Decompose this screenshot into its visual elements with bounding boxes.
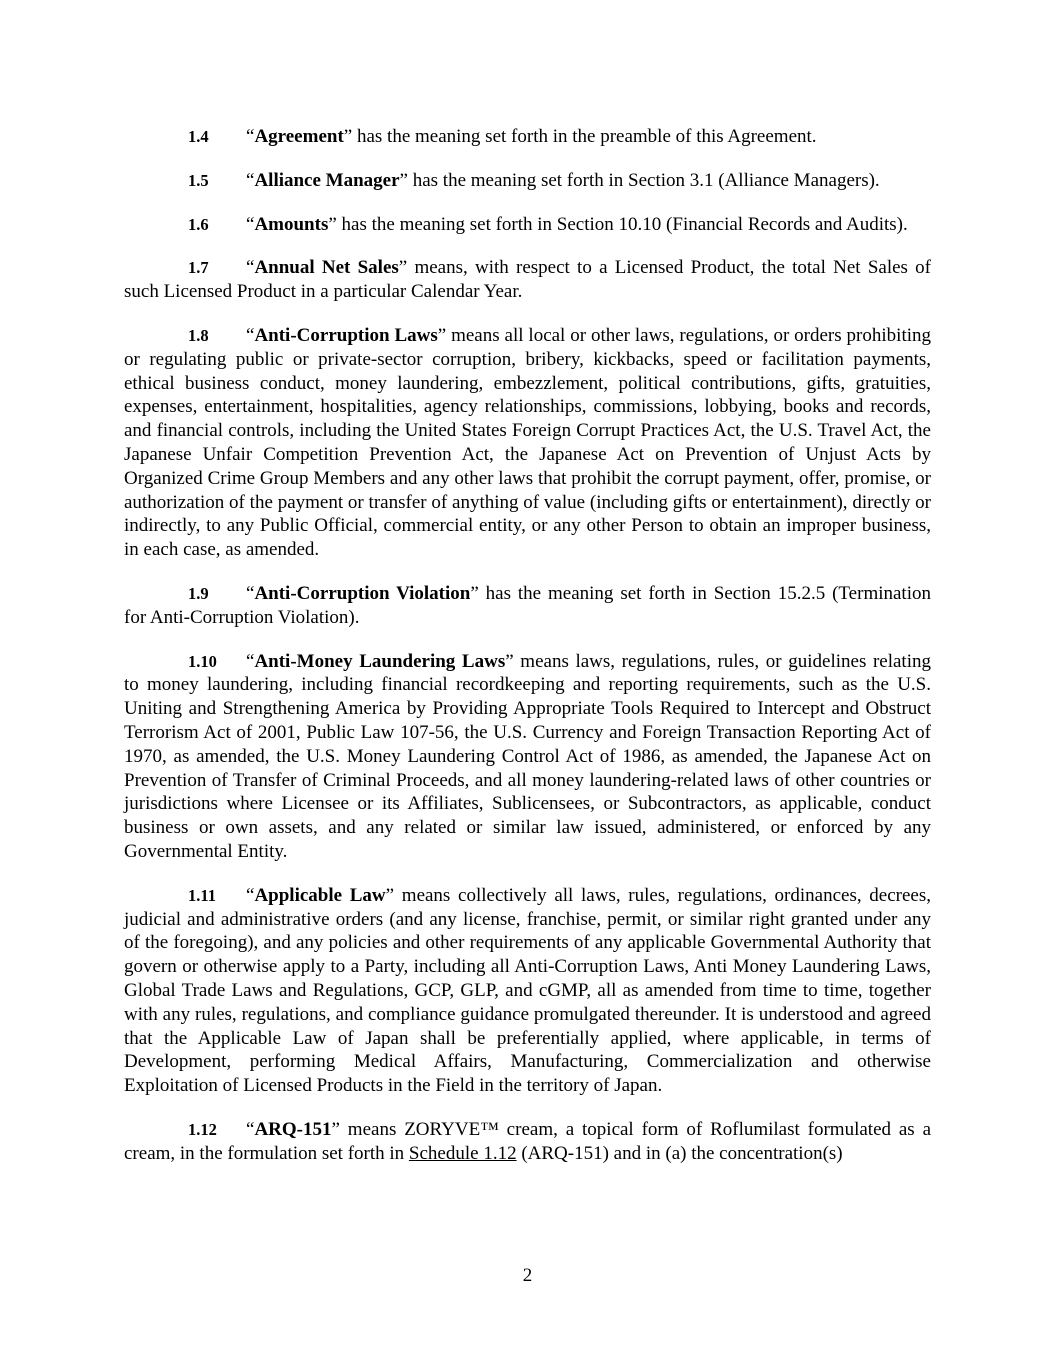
defined-term: Agreement — [254, 126, 344, 147]
definition-1-9 — [124, 582, 931, 630]
definition-text: ” means collectively all laws, rules, regulations, ordinances, decrees, judicial and administrative orders (and any license, franchise, permit, or similar right granted under any of the foregoing), and any policies and other requirements of any applicable Governmental Authority that govern or otherwise apply to a Party, including all Anti-Corruption Laws, Anti Money Laundering Laws, Global Trade Laws and Regulations, GCP, GLP, and cGMP, all as amended from time to time, together with any rules, regulations, and compliance guidance promulgated thereunder. It is understood and agreed that the Applicable Law of Japan shall be preferentially applied, where applicable, in terms of Development, performing Medical Affairs, Manufacturing, Commercialization and otherwise Exploitation of Licensed Products in the Field in the territory of Japan. — [124, 884, 931, 1097]
defined-term: Anti-Money Laundering Laws — [254, 650, 506, 672]
defined-term: Amounts — [254, 213, 329, 235]
definition-text-continued: (ARQ-151) and in (a) the concentration(s) — [516, 1142, 843, 1164]
definition-text: ” has the meaning set forth in Section 3.1 (Alliance Managers). — [399, 169, 880, 191]
definition-1-10 — [124, 650, 931, 864]
section-number: 1.5 — [188, 170, 209, 190]
section-number: 1.8 — [188, 325, 209, 345]
open-quote: “ — [246, 884, 255, 906]
definition-1-8 — [124, 324, 931, 562]
definition-1-4 — [124, 125, 931, 149]
definition-text: ” has the meaning set forth in Section 10.10 (Financial Records and Audits). — [328, 213, 908, 235]
schedule-link[interactable]: Schedule 1.12 — [408, 1142, 517, 1164]
definition-text: ” means, with respect to a Licensed Product, the total Net Sales of such Licensed Product in a particular Calendar Year. — [124, 257, 931, 303]
section-number: 1.10 — [188, 651, 217, 671]
defined-term: ARQ-151 — [254, 1118, 332, 1140]
defined-term: Annual Net Sales — [254, 257, 399, 279]
open-quote: “ — [246, 324, 255, 346]
definition-1-7 — [124, 256, 931, 304]
section-number: 1.11 — [188, 885, 216, 905]
defined-term: Alliance Manager — [254, 169, 400, 191]
section-number: 1.6 — [188, 214, 209, 234]
definition-text: ” means ZORYVE™ cream, a topical form of Roflumilast formulated as a cream, in the formulation set forth in — [124, 1118, 931, 1164]
open-quote: “ — [246, 257, 255, 279]
open-quote: “ — [246, 126, 255, 147]
section-number: 1.9 — [188, 583, 209, 603]
definition-1-11 — [124, 884, 931, 1098]
definition-1-5 — [124, 169, 931, 193]
open-quote: “ — [246, 1118, 255, 1140]
section-number: 1.7 — [188, 258, 209, 278]
section-number: 1.4 — [188, 127, 209, 146]
definition-1-6 — [124, 213, 931, 237]
open-quote: “ — [246, 213, 255, 235]
document-page — [124, 125, 931, 1185]
defined-term: Applicable Law — [254, 884, 386, 906]
defined-term: Anti-Corruption Laws — [254, 324, 438, 346]
defined-term: Anti-Corruption Violation — [254, 582, 471, 604]
open-quote: “ — [246, 582, 255, 604]
definition-text: ” has the meaning set forth in Section 15.2.5 (Termination for Anti-Corruption Violation). — [124, 582, 931, 628]
definition-text: ” has the meaning set forth in the preamble of this Agreement. — [343, 126, 817, 147]
definition-text: ” means laws, regulations, rules, or guidelines relating to money laundering, including financial recordkeeping and reporting requirements, such as the U.S. Uniting and Strengthening America by Providing Appropriate Tools Required to Intercept and Obstruct Terrorism Act of 2001, Public Law 107-56, the U.S. Currency and Foreign Transaction Reporting Act of 1970, as amended, the U.S. Money Laundering Control Act of 1986, as amended, the Japanese Act on Prevention of Transfer of Criminal Proceeds, and all money laundering-related laws of other countries or jurisdictions where Licensee or its Affiliates, Sublicensees, or Subcontractors, as applicable, conduct business or own assets, and any related or similar law issued, administered, or enforced by any Governmental Entity. — [124, 650, 931, 862]
page-number: 2 — [522, 1265, 533, 1286]
open-quote: “ — [246, 169, 255, 191]
open-quote: “ — [246, 650, 255, 672]
section-number: 1.12 — [188, 1119, 217, 1139]
definition-1-12 — [124, 1118, 931, 1166]
definition-text: ” means all local or other laws, regulations, or orders prohibiting or regulating public or private-sector corruption, bribery, kickbacks, speed or facilitation payments, ethical business conduct, money laundering, embezzlement, political contributions, gifts, gratuities, expenses, entertainment, hospitalities, agency relationships, commissions, lobbying, books and records, and financial controls, including the United States Foreign Corrupt Practices Act, the U.S. Travel Act, the Japanese Unfair Competition Prevention Act, the Japanese Act on Prevention of Unjust Acts by Organized Crime Group Members and any other laws that prohibit the corrupt payment, offer, promise, or authorization of the payment or transfer of anything of value (including gifts or entertainment), directly or indirectly, to any Public Official, commercial entity, or any other Person to obtain an improper business, in each case, as amended. — [124, 324, 931, 561]
